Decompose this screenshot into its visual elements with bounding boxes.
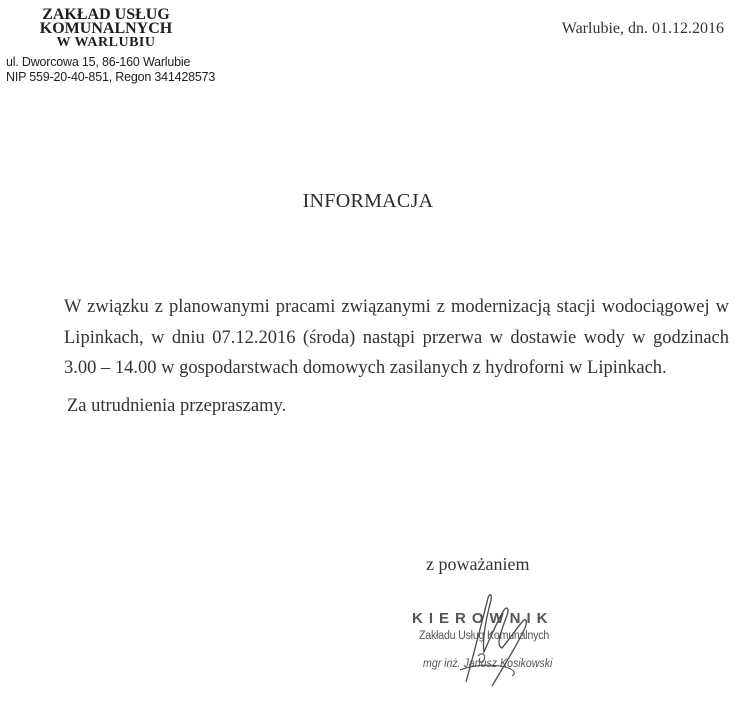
stamp-address: ul. Dworcowa 15, 86-160 Warlubie [6, 55, 191, 69]
stamp-line-3: W WARLUBIU [56, 35, 156, 50]
signature-role: KIEROWNIK [412, 610, 554, 627]
stamp-line-2: KOMUNALNYCH [39, 20, 173, 37]
body-paragraph-2: Za utrudnienia przepraszamy. [67, 395, 287, 416]
signature-unit: Zakładu Usług Komunalnych [419, 630, 550, 642]
closing-regards: z poważaniem [426, 554, 530, 574]
handwritten-signature [400, 590, 600, 690]
body-paragraph-1: W związku z planowanymi pracami związanymi z modernizacją stacji wodociągowej w Lipinkach, w dniu 07.12.2016 (środa) nastąpi przerwa w dostawie wody w godzinach 3.00 – 14.00 w gospodarstwach domowych zasilanych z hydroforni w Lipinkach. [64, 297, 729, 378]
document-body [64, 292, 729, 421]
signature-stamp [400, 590, 600, 690]
signature-name: mgr inż. Janusz Kosikowski [423, 658, 553, 670]
place-date: Warlubie, dn. 01.12.2016 [561, 20, 724, 37]
stamp-ids: NIP 559-20-40-851, Regon 341428573 [6, 70, 216, 84]
stamp-line-1: ZAKŁAD USŁUG [42, 6, 170, 23]
document-title: INFORMACJA [302, 190, 434, 212]
company-stamp [6, 8, 236, 85]
